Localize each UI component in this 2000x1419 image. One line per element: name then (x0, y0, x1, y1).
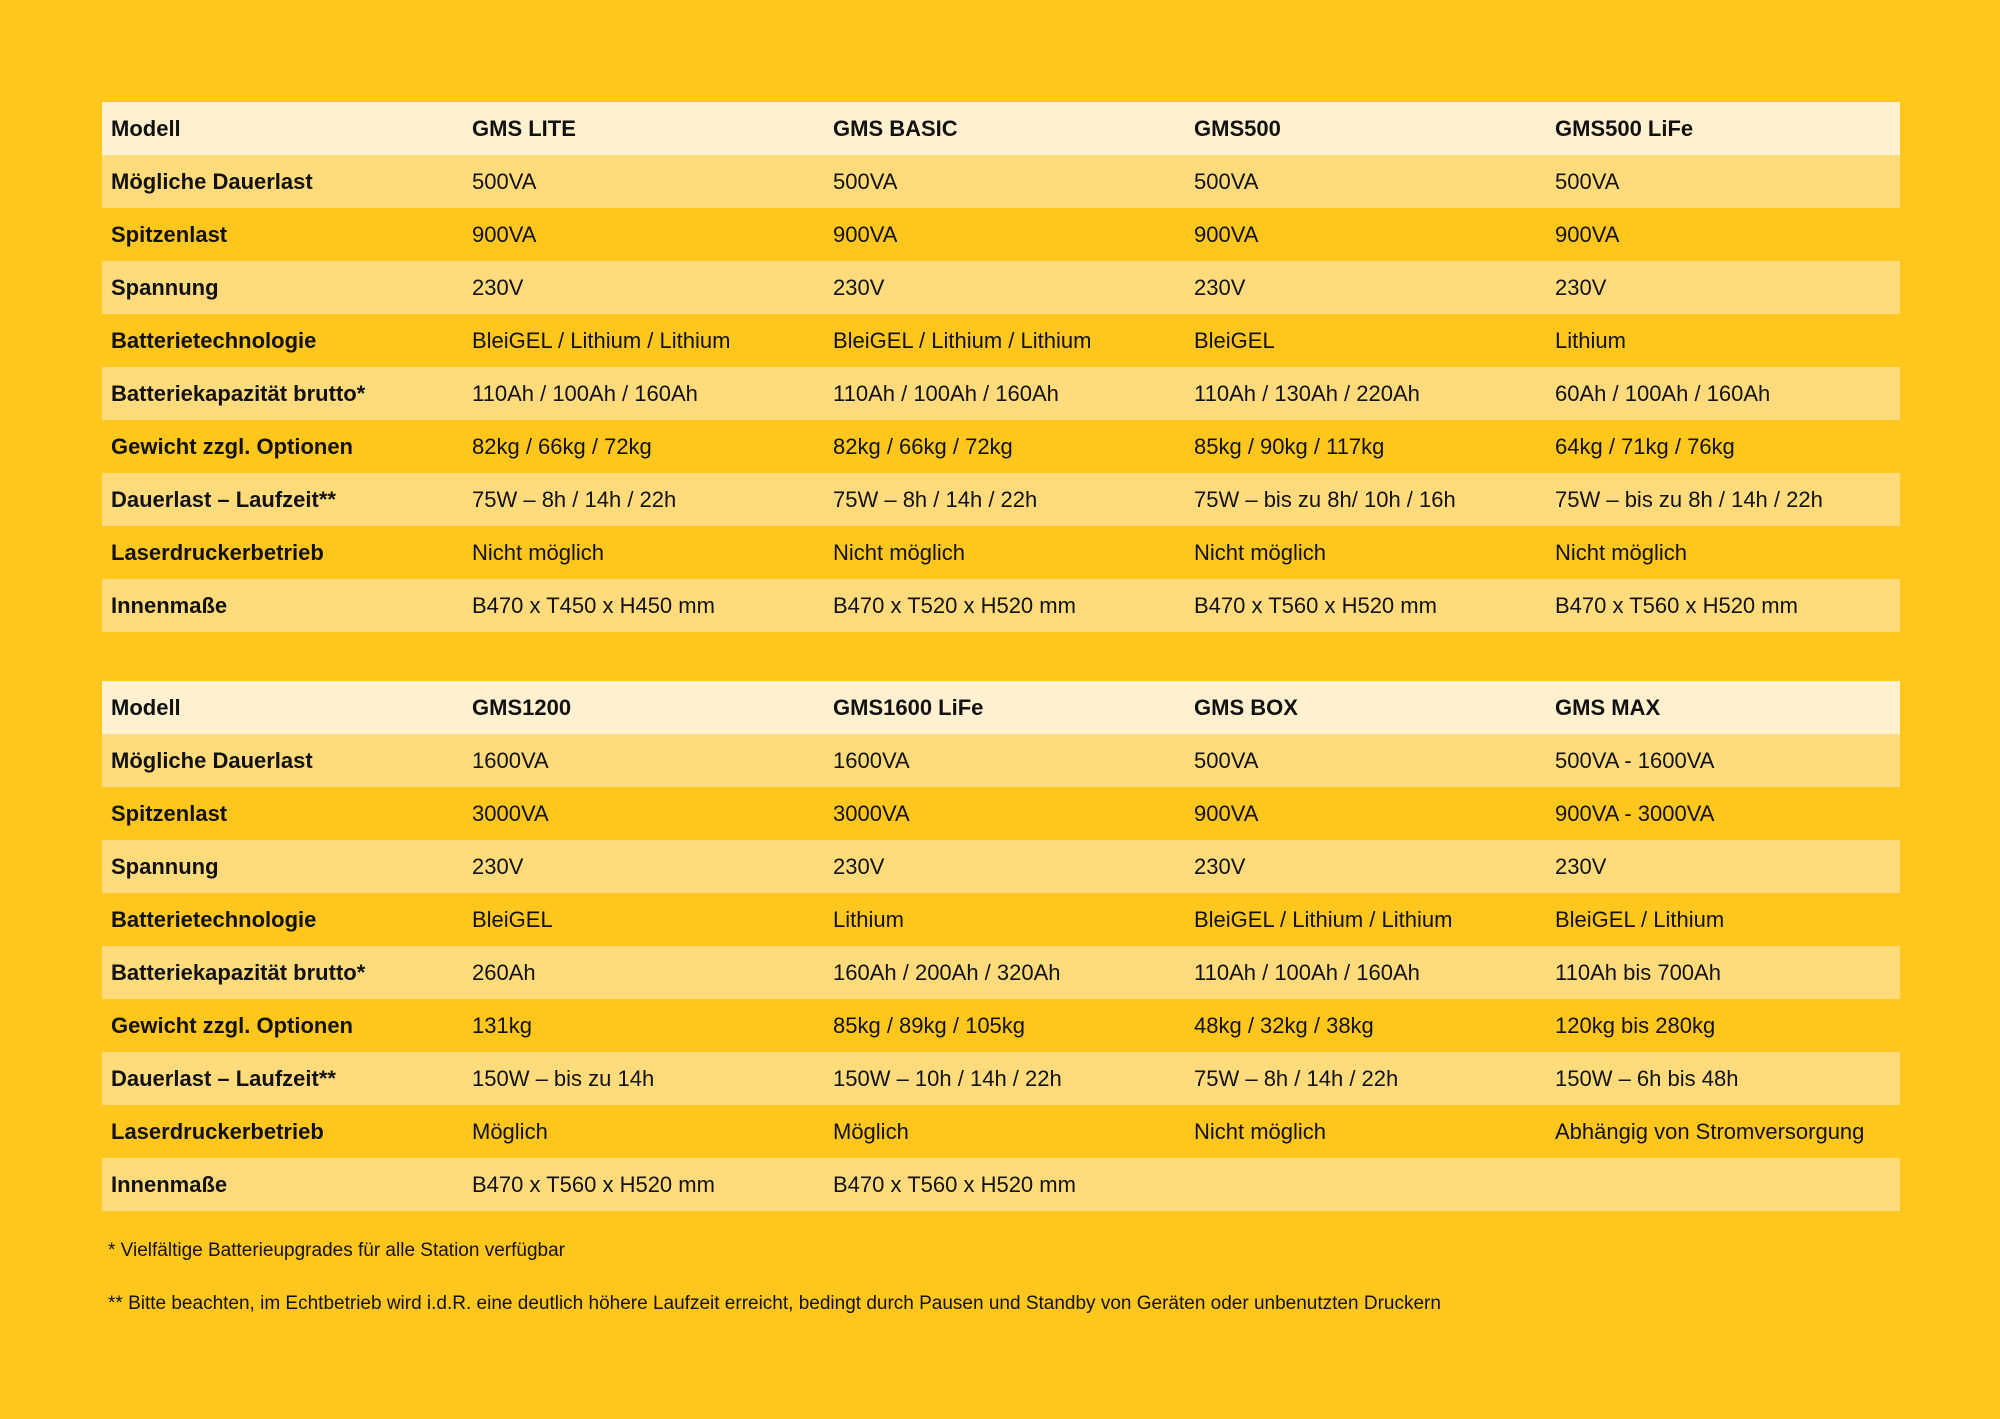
header-cell-model: GMS BASIC (824, 102, 1185, 155)
table-cell: 3000VA (463, 787, 824, 840)
table-row (102, 473, 1900, 526)
row-label: Mögliche Dauerlast (102, 155, 463, 208)
table-cell: 900VA (1546, 208, 1900, 261)
table-row (102, 1105, 1900, 1158)
header-cell-model: GMS BOX (1185, 681, 1546, 734)
table-row (102, 420, 1900, 473)
table-cell: 900VA - 3000VA (1546, 787, 1900, 840)
table-row (102, 1052, 1900, 1105)
spec-table-1 (102, 102, 1900, 632)
table-cell: BleiGEL (463, 893, 824, 946)
table-cell: 110Ah / 100Ah / 160Ah (824, 367, 1185, 420)
row-label: Batteriekapazität brutto* (102, 946, 463, 999)
table-cell: B470 x T560 x H520 mm (1546, 579, 1900, 632)
row-label: Gewicht zzgl. Optionen (102, 420, 463, 473)
header-cell-model: GMS500 (1185, 102, 1546, 155)
table-cell: 900VA (463, 208, 824, 261)
table-cell: BleiGEL / Lithium (1546, 893, 1900, 946)
table-cell: 500VA (463, 155, 824, 208)
table-cell: 120kg bis 280kg (1546, 999, 1900, 1052)
table-cell: 75W – 8h / 14h / 22h (463, 473, 824, 526)
table-cell: 1600VA (824, 734, 1185, 787)
table-cell: B470 x T560 x H520 mm (824, 1158, 1185, 1211)
table-cell: 82kg / 66kg / 72kg (463, 420, 824, 473)
table-cell: 110Ah / 130Ah / 220Ah (1185, 367, 1546, 420)
table-cell: 260Ah (463, 946, 824, 999)
table-cell: 75W – 8h / 14h / 22h (1185, 1052, 1546, 1105)
table-cell: B470 x T560 x H520 mm (1185, 579, 1546, 632)
table-cell: Nicht möglich (824, 526, 1185, 579)
table-cell: Nicht möglich (1546, 526, 1900, 579)
table-cell: BleiGEL / Lithium / Lithium (1185, 893, 1546, 946)
table-cell: 85kg / 89kg / 105kg (824, 999, 1185, 1052)
table-cell: 900VA (1185, 787, 1546, 840)
row-label: Mögliche Dauerlast (102, 734, 463, 787)
table-cell: 3000VA (824, 787, 1185, 840)
table-cell: 230V (463, 261, 824, 314)
table-cell: Möglich (824, 1105, 1185, 1158)
table-cell: 60Ah / 100Ah / 160Ah (1546, 367, 1900, 420)
table-cell: Abhängig von Stromversorgung (1546, 1105, 1900, 1158)
table-row (102, 579, 1900, 632)
table-cell: BleiGEL / Lithium / Lithium (824, 314, 1185, 367)
header-cell-model: GMS1600 LiFe (824, 681, 1185, 734)
table-row (102, 893, 1900, 946)
table-cell: Lithium (1546, 314, 1900, 367)
header-cell-model: GMS MAX (1546, 681, 1900, 734)
footnote-runtime-note: ** Bitte beachten, im Echtbetrieb wird i.d.R. eine deutlich höhere Laufzeit erreicht, bedingt durch Pausen und Standby von Geräten oder unbenutzten Druckern (108, 1293, 1441, 1314)
row-label: Innenmaße (102, 579, 463, 632)
row-label: Dauerlast – Laufzeit** (102, 473, 463, 526)
table-row (102, 787, 1900, 840)
table-cell: Nicht möglich (1185, 526, 1546, 579)
table-cell: 230V (824, 840, 1185, 893)
table-cell: 230V (1185, 261, 1546, 314)
table-cell: B470 x T560 x H520 mm (463, 1158, 824, 1211)
row-label: Spitzenlast (102, 787, 463, 840)
table-cell: 110Ah / 100Ah / 160Ah (1185, 946, 1546, 999)
table-row (102, 946, 1900, 999)
table-cell: 150W – 6h bis 48h (1546, 1052, 1900, 1105)
row-label: Spitzenlast (102, 208, 463, 261)
table-cell: 82kg / 66kg / 72kg (824, 420, 1185, 473)
row-label: Batteriekapazität brutto* (102, 367, 463, 420)
table-row (102, 314, 1900, 367)
table-cell: 900VA (1185, 208, 1546, 261)
row-label: Spannung (102, 261, 463, 314)
table-cell: Möglich (463, 1105, 824, 1158)
table-cell: 64kg / 71kg / 76kg (1546, 420, 1900, 473)
row-label: Batterietechnologie (102, 314, 463, 367)
header-cell-model: GMS1200 (463, 681, 824, 734)
footnote-battery-upgrades: * Vielfältige Batterieupgrades für alle Station verfügbar (108, 1240, 565, 1261)
table-cell: 48kg / 32kg / 38kg (1185, 999, 1546, 1052)
table-row (102, 840, 1900, 893)
table-row (102, 367, 1900, 420)
table-row (102, 1158, 1900, 1211)
header-cell-model: GMS LITE (463, 102, 824, 155)
table-cell: Nicht möglich (1185, 1105, 1546, 1158)
table-cell: 110Ah / 100Ah / 160Ah (463, 367, 824, 420)
row-label: Dauerlast – Laufzeit** (102, 1052, 463, 1105)
table-cell: 230V (824, 261, 1185, 314)
table-cell: 160Ah / 200Ah / 320Ah (824, 946, 1185, 999)
table-cell: 131kg (463, 999, 824, 1052)
row-label: Spannung (102, 840, 463, 893)
table-cell: 75W – bis zu 8h/ 10h / 16h (1185, 473, 1546, 526)
header-cell-label: Modell (102, 102, 463, 155)
table-row (102, 261, 1900, 314)
table-cell: 900VA (824, 208, 1185, 261)
table-cell: 1600VA (463, 734, 824, 787)
table-cell: Lithium (824, 893, 1185, 946)
table-row (102, 999, 1900, 1052)
table-cell: 230V (1546, 840, 1900, 893)
table-cell: 150W – bis zu 14h (463, 1052, 824, 1105)
table-cell (1185, 1158, 1546, 1211)
table-cell: B470 x T520 x H520 mm (824, 579, 1185, 632)
table-cell: BleiGEL / Lithium / Lithium (463, 314, 824, 367)
table-cell: 500VA - 1600VA (1546, 734, 1900, 787)
table-cell: 500VA (1546, 155, 1900, 208)
table-header-row (102, 681, 1900, 734)
table-cell: 110Ah bis 700Ah (1546, 946, 1900, 999)
row-label: Gewicht zzgl. Optionen (102, 999, 463, 1052)
table-cell: B470 x T450 x H450 mm (463, 579, 824, 632)
row-label: Laserdruckerbetrieb (102, 526, 463, 579)
table-cell: 85kg / 90kg / 117kg (1185, 420, 1546, 473)
table-cell: 500VA (824, 155, 1185, 208)
table-cell: BleiGEL (1185, 314, 1546, 367)
table-cell: 500VA (1185, 155, 1546, 208)
table-cell: 75W – 8h / 14h / 22h (824, 473, 1185, 526)
header-cell-model: GMS500 LiFe (1546, 102, 1900, 155)
table-cell: 500VA (1185, 734, 1546, 787)
row-label: Innenmaße (102, 1158, 463, 1211)
table-row (102, 526, 1900, 579)
table-cell: 230V (463, 840, 824, 893)
table-cell: Nicht möglich (463, 526, 824, 579)
spec-table-2 (102, 681, 1900, 1211)
table-cell: 75W – bis zu 8h / 14h / 22h (1546, 473, 1900, 526)
table-row (102, 734, 1900, 787)
row-label: Batterietechnologie (102, 893, 463, 946)
table-row (102, 208, 1900, 261)
table-cell: 230V (1546, 261, 1900, 314)
table-cell: 150W – 10h / 14h / 22h (824, 1052, 1185, 1105)
table-header-row (102, 102, 1900, 155)
table-cell: 230V (1185, 840, 1546, 893)
header-cell-label: Modell (102, 681, 463, 734)
row-label: Laserdruckerbetrieb (102, 1105, 463, 1158)
table-cell (1546, 1158, 1900, 1211)
table-row (102, 155, 1900, 208)
